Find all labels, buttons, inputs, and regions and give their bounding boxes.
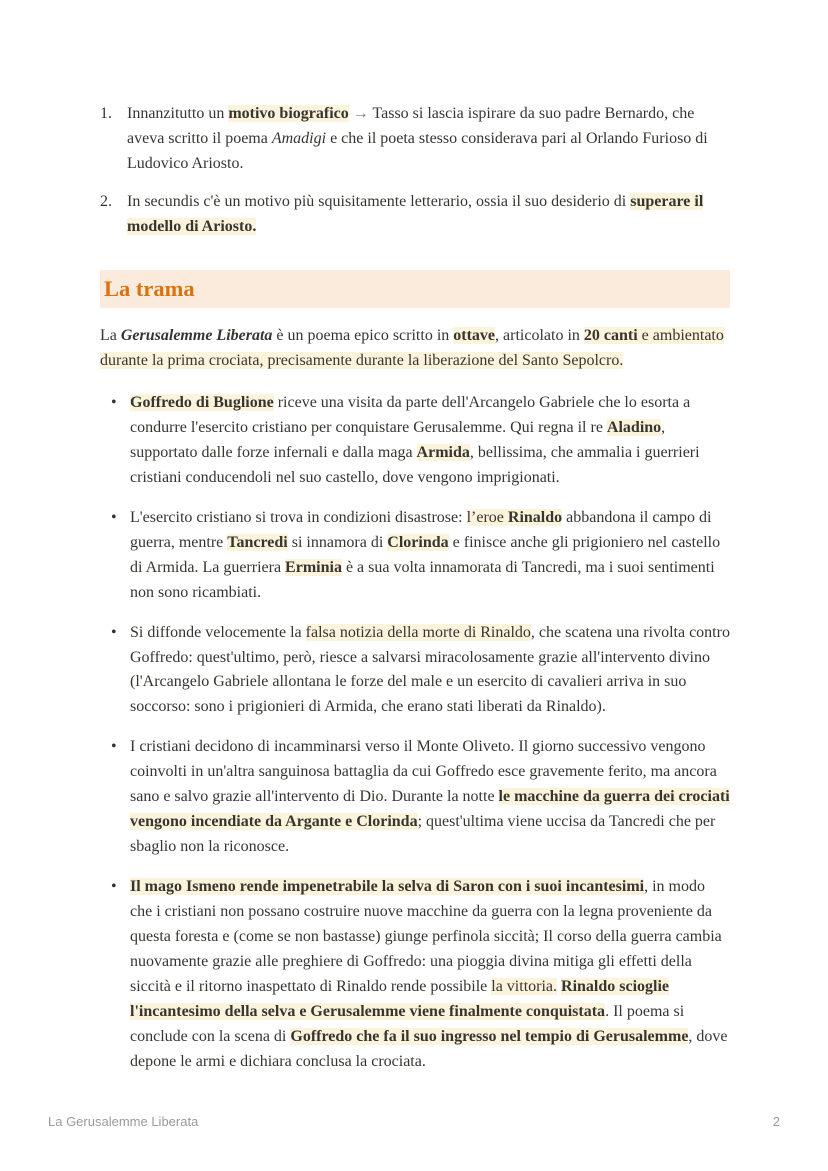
- text-segment: Armida: [416, 443, 470, 461]
- list-item-text: [130, 391, 730, 491]
- text-segment: Amadigi: [271, 129, 327, 147]
- text-segment: Goffredo che fa il suo ingresso nel tempio di Gerusalemme: [290, 1027, 689, 1045]
- text-segment: è a sua volta innamorata di Tancredi, ma i suoi sentimenti non sono ricambiati.: [130, 558, 715, 601]
- text-segment: Aladino: [606, 418, 662, 436]
- text-segment: La: [100, 327, 121, 345]
- text-segment: Rinaldo scioglie l'incantesimo della selva e Gerusalemme viene finalmente conquistata: [130, 977, 670, 1020]
- text-segment: Erminia: [285, 558, 342, 576]
- list-item-text: [130, 506, 730, 606]
- text-segment: ; quest'ultima viene uccisa da Tancredi che per sbaglio non la riconosce.: [130, 813, 716, 856]
- bullet-marker: •: [111, 393, 117, 411]
- text-segment: motivo biografico: [228, 105, 349, 122]
- list-item-text: [130, 875, 730, 1075]
- text-segment: Clorinda: [387, 533, 449, 551]
- text-segment: 20 canti: [583, 327, 638, 345]
- text-segment: Innanzitutto un: [127, 105, 229, 122]
- text-segment: . Il poema si conclude con la scena di: [130, 1002, 685, 1045]
- list-item-text: [130, 621, 730, 721]
- section-heading-text: La trama: [104, 275, 195, 301]
- text-segment: abbandona il campo di guerra, mentre: [130, 508, 712, 551]
- text-segment: , supportato dalle forze infernali e dalla maga: [130, 418, 666, 461]
- text-segment: si innamora di: [287, 533, 388, 551]
- text-segment: L'esercito cristiano si trova in condizioni disastrose:: [130, 508, 467, 526]
- text-segment: ottave: [453, 327, 496, 345]
- text-segment: , in modo che i cristiani non possano costruire nuove macchine da guerra con la legna proveniente da questa foresta e (come se non bastasse) giunge perfinola siccità; Il corso della guerra cambia nuovamente grazie alle preghiere di Goffredo: una pioggia divina mitiga gli effetti della siccità e il ritorno inaspettato di Rinaldo rende possibile: [130, 878, 722, 995]
- footer-document-title: La Gerusalemme Liberata: [48, 1114, 199, 1129]
- numbered-list: [100, 102, 730, 240]
- text-segment: e che il poeta stesso considerava pari al Orlando Furioso di Ludovico Ariosto.: [127, 129, 708, 172]
- page-footer: [48, 1114, 780, 1129]
- list-item: [100, 102, 730, 177]
- list-number-marker: 2.: [100, 192, 112, 210]
- section-heading: [100, 270, 730, 308]
- text-segment: l’eroe: [466, 508, 508, 526]
- bullet-marker: •: [111, 878, 117, 896]
- list-item: [100, 190, 730, 240]
- text-segment: falsa notizia della morte di Rinaldo: [305, 623, 531, 641]
- footer-page-number: 2: [772, 1114, 780, 1129]
- bullet-list: [100, 391, 730, 1075]
- text-segment: Gerusalemme Liberata: [120, 327, 273, 345]
- text-segment: Tancredi: [227, 533, 288, 551]
- text-segment: la vittoria.: [491, 977, 558, 995]
- list-item-text: [127, 190, 730, 240]
- text-segment: riceve una visita da parte dell'Arcangelo Gabriele che lo esorta a condurre l'esercito cristiano per conquistare Gerusalemme. Qui regna il re: [130, 393, 691, 436]
- text-segment: , bellissima, che ammalia i guerrieri cristiani conducendoli nel suo castello, dove vengono imprigionati.: [130, 443, 700, 486]
- bullet-marker: •: [111, 623, 117, 641]
- text-segment: superare il modello di Ariosto.: [127, 192, 704, 235]
- text-segment: Il mago Ismeno rende impenetrabile la selva di Saron con i suoi incantesimi: [130, 878, 645, 896]
- list-number-marker: 1.: [100, 105, 112, 122]
- text-segment: Tasso si lascia ispirare da suo padre Bernardo, che aveva scritto il poema: [127, 105, 695, 147]
- bullet-marker: •: [111, 508, 117, 526]
- list-item: [100, 875, 730, 1075]
- list-item: [100, 735, 730, 860]
- text-segment: I cristiani decidono di incamminarsi verso il Monte Oliveto. Il giorno successivo vengono coinvolti in un'altra sanguinosa battaglia da cui Goffredo esce gravemente ferito, ma ancora sano e salvo grazie all'intervento di Dio. Durante la notte: [130, 738, 717, 806]
- text-segment: Si diffonde velocemente la: [130, 623, 306, 641]
- text-segment: Goffredo di Buglione: [130, 393, 274, 411]
- text-segment: , articolato in: [495, 327, 584, 345]
- text-segment: In secundis c'è un motivo più squisitamente letterario, ossia il suo desiderio di: [127, 192, 631, 210]
- text-segment: è un poema epico scritto in: [272, 327, 454, 345]
- intro-paragraph: [100, 324, 730, 374]
- list-item-text: [127, 102, 730, 177]
- text-segment: Rinaldo: [507, 508, 563, 526]
- text-segment: le macchine da guerra dei crociati vengono incendiate da Argante e Clorinda: [130, 788, 730, 831]
- list-item: [100, 621, 730, 721]
- list-item-text: [130, 735, 730, 860]
- list-item: [100, 391, 730, 491]
- text-segment: , che scatena una rivolta contro Goffredo: quest'ultimo, però, riesce a salvarsi miracolosamente grazie all'intervento divino (l'Arcangelo Gabriele allontana le forze del male e un esercito di cavalieri arriva in suo soccorso: sono i prigionieri di Armida, che erano stati liberati da Rinaldo).: [130, 623, 730, 716]
- bullet-marker: •: [111, 738, 117, 756]
- text-segment: →: [348, 105, 373, 122]
- text-segment: e ambientato durante la prima crociata, precisamente durante la liberazione del Santo Sepolcro.: [100, 327, 724, 369]
- text-segment: e finisce anche gli prigioniero nel castello di Armida. La guerriera: [130, 533, 721, 576]
- text-segment: , dove depone le armi e dichiara conclusa la crociata.: [130, 1027, 728, 1070]
- list-item: [100, 506, 730, 606]
